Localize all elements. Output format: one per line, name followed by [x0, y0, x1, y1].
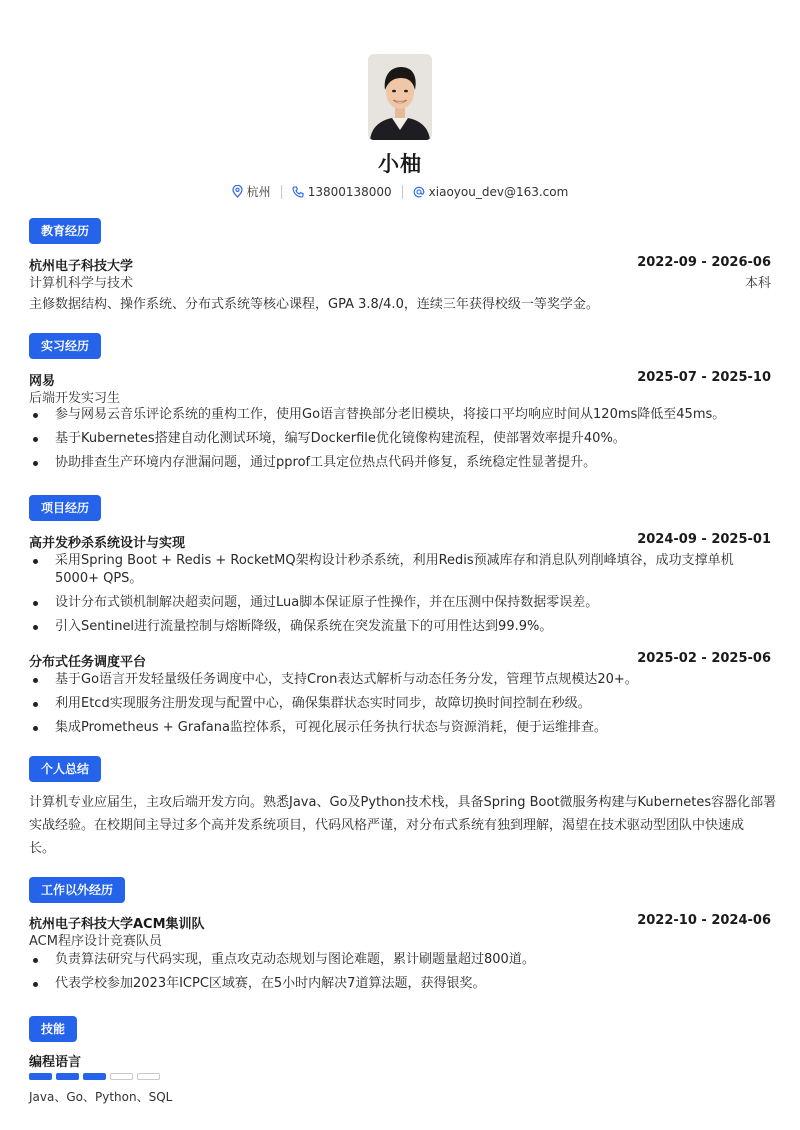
- list-item: 协助排查生产环境内存泄漏问题，通过pprof工具定位热点代码并修复，系统稳定性显著提升。: [29, 454, 771, 472]
- list-item: 引入Sentinel进行流量控制与熔断降级，确保系统在突发流量下的可用性达到99.9%。: [29, 618, 759, 636]
- education-description: 主修数据结构、操作系统、分布式系统等核心课程，GPA 3.8/4.0，连续三年获得校级一等奖学金。: [29, 297, 599, 312]
- list-item: 代表学校参加2023年ICPC区域赛，在5小时内解决7道算法题，获得银奖。: [29, 975, 771, 993]
- extra-bullets: [29, 951, 771, 999]
- project-date: 2024-09 - 2025-01: [637, 532, 771, 547]
- summary-line: 长。: [29, 841, 56, 856]
- skill-level-filled: [29, 1073, 52, 1080]
- skill-level-meter: [29, 1073, 160, 1080]
- section-title-projects: 项目经历: [29, 495, 101, 521]
- summary-text: [29, 791, 777, 860]
- phone-icon: [292, 186, 304, 198]
- education-date: 2022-09 - 2026-06: [637, 255, 771, 270]
- project-date: 2025-02 - 2025-06: [637, 651, 771, 666]
- skill-level-empty: [110, 1073, 133, 1080]
- extra-org: 杭州电子科技大学ACM集训队: [29, 917, 205, 932]
- list-item: 负责算法研究与代码实现，重点攻克动态规划与图论难题，累计刷题量超过800道。: [29, 951, 771, 969]
- project-bullets: [29, 552, 759, 642]
- skill-level-filled: [56, 1073, 79, 1080]
- avatar: [368, 54, 432, 140]
- internship-role: 后端开发实习生: [29, 391, 121, 406]
- contact-info: [0, 183, 800, 200]
- list-item: 参与网易云音乐评论系统的重构工作，使用Go语言替换部分老旧模块，将接口平均响应时间从120ms降低至45ms。: [29, 406, 771, 424]
- skill-level-empty: [137, 1073, 160, 1080]
- contact-location-text: 杭州: [246, 185, 271, 199]
- extra-role: ACM程序设计竞赛队员: [29, 934, 162, 949]
- contact-phone: [282, 185, 402, 199]
- portrait-image: [368, 54, 432, 140]
- project-name: 分布式任务调度平台: [29, 655, 147, 670]
- education-degree: 本科: [744, 276, 771, 291]
- list-item: 基于Kubernetes搭建自动化测试环境，编写Dockerfile优化镜像构建流程，使部署效率提升40%。: [29, 430, 771, 448]
- section-title-education: 教育经历: [29, 218, 101, 244]
- section-title-summary: 个人总结: [29, 756, 101, 782]
- at-sign-icon: [413, 186, 425, 198]
- list-item: 利用Etcd实现服务注册发现与配置中心，确保集群状态实时同步，故障切换时间控制在秒级。: [29, 695, 771, 713]
- contact-phone-text[interactable]: 13800138000: [307, 184, 392, 199]
- list-item: 采用Spring Boot + Redis + RocketMQ架构设计秒杀系统，利用Redis预减库存和消息队列削峰填谷，成功支撑单机5000+ QPS。: [29, 552, 759, 588]
- contact-email-text[interactable]: xiaoyou_dev@163.com: [428, 184, 569, 199]
- contact-email: [403, 185, 579, 199]
- education-major: 计算机科学与技术: [29, 276, 134, 291]
- skill-level-filled: [83, 1073, 106, 1080]
- project-bullets: [29, 671, 771, 743]
- location-pin-icon: [232, 185, 243, 198]
- summary-line: 计算机专业应届生，主攻后端开发方向。熟悉Java、Go及Python技术栈，具备Spring Boot微服务构建与Kubernetes容器化部署: [29, 795, 777, 810]
- internship-bullets: [29, 406, 771, 478]
- section-title-extra: 工作以外经历: [29, 877, 125, 903]
- skill-items: Java、Go、Python、SQL: [29, 1090, 173, 1104]
- internship-company: 网易: [29, 374, 56, 389]
- contact-location: [222, 183, 281, 200]
- skill-category: 编程语言: [29, 1055, 82, 1070]
- summary-line: 实战经验。在校期间主导过多个高并发系统项目，代码风格严谨，对分布式系统有独到理解，渴望在技术驱动型团队中快速成: [29, 818, 745, 833]
- internship-date: 2025-07 - 2025-10: [637, 370, 771, 385]
- education-school: 杭州电子科技大学: [29, 259, 134, 274]
- project-name: 高并发秒杀系统设计与实现: [29, 536, 186, 551]
- section-title-internship: 实习经历: [29, 333, 101, 359]
- extra-date: 2022-10 - 2024-06: [637, 913, 771, 928]
- list-item: 基于Go语言开发轻量级任务调度中心，支持Cron表达式解析与动态任务分发，管理节点规模达20+。: [29, 671, 771, 689]
- list-item: 设计分布式锁机制解决超卖问题，通过Lua脚本保证原子性操作，并在压测中保持数据零误差。: [29, 594, 759, 612]
- list-item: 集成Prometheus + Grafana监控体系，可视化展示任务执行状态与资源消耗，便于运维排查。: [29, 719, 771, 737]
- candidate-name: 小柚: [378, 152, 422, 176]
- section-title-skills: 技能: [29, 1016, 77, 1042]
